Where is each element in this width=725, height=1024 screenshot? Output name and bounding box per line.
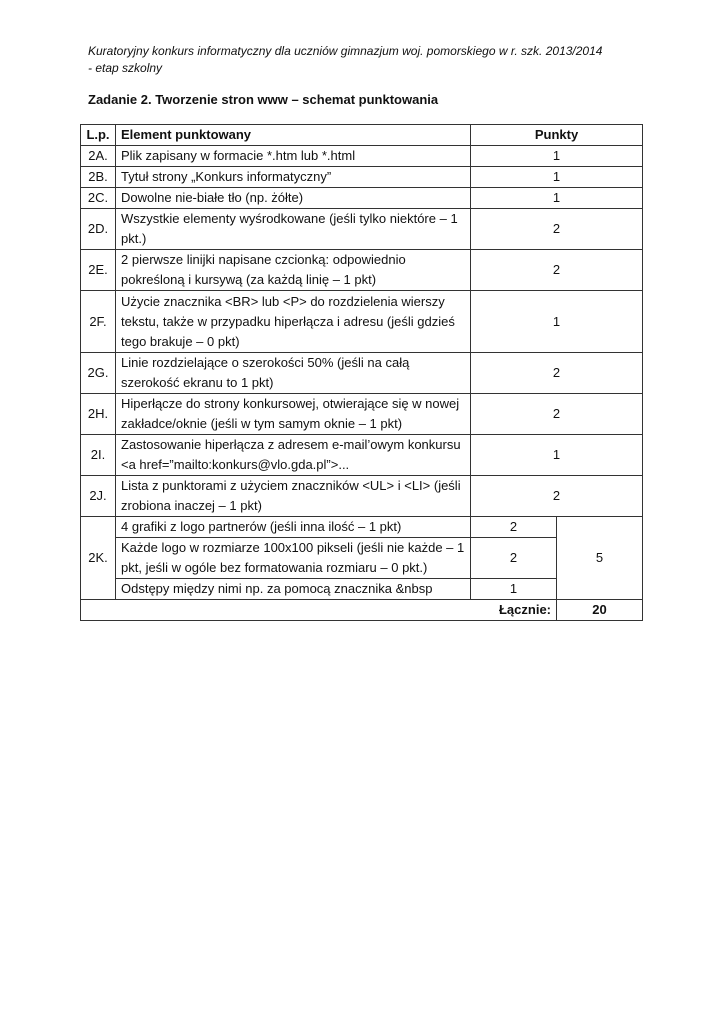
row-points: 2 [471,250,643,291]
row-points: 1 [471,167,643,188]
row-element: Wszystkie elementy wyśrodkowane (jeśli tylko niektóre – 1 pkt.) [116,209,471,250]
row-element: 2 pierwsze linijki napisane czcionką: odpowiednio pokreśloną i kursywą (za każdą linię – 1 pkt) [116,250,471,291]
sum-row [81,600,643,621]
table-row [81,209,643,250]
row-lp: 2I. [81,435,116,476]
row-element: Dowolne nie-białe tło (np. żółte) [116,188,471,209]
header-line-1: Kuratoryjny konkurs informatyczny dla uczniów gimnazjum woj. pomorskiego w r. szk. 2013/2014 [88,44,603,58]
row-lp: 2F. [81,291,116,353]
row-element: 4 grafiki z logo partnerów (jeśli inna ilość – 1 pkt) [116,517,471,538]
row-lp: 2D. [81,209,116,250]
row-points: 1 [471,146,643,167]
row-element: Zastosowanie hiperłącza z adresem e-mail’owym konkursu <a href=”mailto:konkurs@vlo.gda.pl”>... [116,435,471,476]
row-points: 1 [471,435,643,476]
header-lp: L.p. [81,125,116,146]
sum-label: Łącznie: [81,600,557,621]
row-lp: 2E. [81,250,116,291]
row-lp: 2H. [81,394,116,435]
row-points: 2 [471,394,643,435]
row-element: Każde logo w rozmiarze 100x100 pikseli (jeśli nie każde – 1 pkt, jeśli w ogóle bez formatowania rozmiaru – 0 pkt.) [116,538,471,579]
table-row [81,167,643,188]
row-points: 2 [471,209,643,250]
row-points: 1 [471,291,643,353]
table-row [81,394,643,435]
table-row [81,250,643,291]
header-element: Element punktowany [116,125,471,146]
row-total-points: 5 [557,517,643,600]
table-row [81,291,643,353]
row-element: Odstępy między nimi np. za pomocą znacznika &nbsp [116,579,471,600]
row-lp: 2G. [81,353,116,394]
row-element: Lista z punktorami z użyciem znaczników <UL> i <LI> (jeśli zrobiona inaczej – 1 pkt) [116,476,471,517]
table-row [81,353,643,394]
row-lp: 2J. [81,476,116,517]
row-lp: 2C. [81,188,116,209]
row-element: Plik zapisany w formacie *.htm lub *.html [116,146,471,167]
row-points: 2 [471,476,643,517]
sum-value: 20 [557,600,643,621]
table-row [81,435,643,476]
row-lp: 2A. [81,146,116,167]
row-sub-points: 2 [471,517,557,538]
task-title: Zadanie 2. Tworzenie stron www – schemat punktowania [88,92,439,107]
row-points: 1 [471,188,643,209]
row-element: Linie rozdzielające o szerokości 50% (jeśli na całą szerokość ekranu to 1 pkt) [116,353,471,394]
header-points: Punkty [471,125,643,146]
row-sub-points: 1 [471,579,557,600]
table-row [81,188,643,209]
scoring-table [80,124,643,621]
header-line-2: - etap szkolny [88,61,163,75]
table-row-2k-1 [81,517,643,538]
row-element: Użycie znacznika <BR> lub <P> do rozdzielenia wierszy tekstu, także w przypadku hiperłącza i adresu (jeśli gdzieś tego brakuje – 0 pkt) [116,291,471,353]
row-element: Hiperłącze do strony konkursowej, otwierające się w nowej zakładce/oknie (jeśli w tym samym oknie – 1 pkt) [116,394,471,435]
row-points: 2 [471,353,643,394]
row-lp: 2K. [81,517,116,600]
row-lp: 2B. [81,167,116,188]
row-element: Tytuł strony „Konkurs informatyczny” [116,167,471,188]
table-row [81,146,643,167]
row-sub-points: 2 [471,538,557,579]
table-header-row [81,125,643,146]
table-row [81,476,643,517]
